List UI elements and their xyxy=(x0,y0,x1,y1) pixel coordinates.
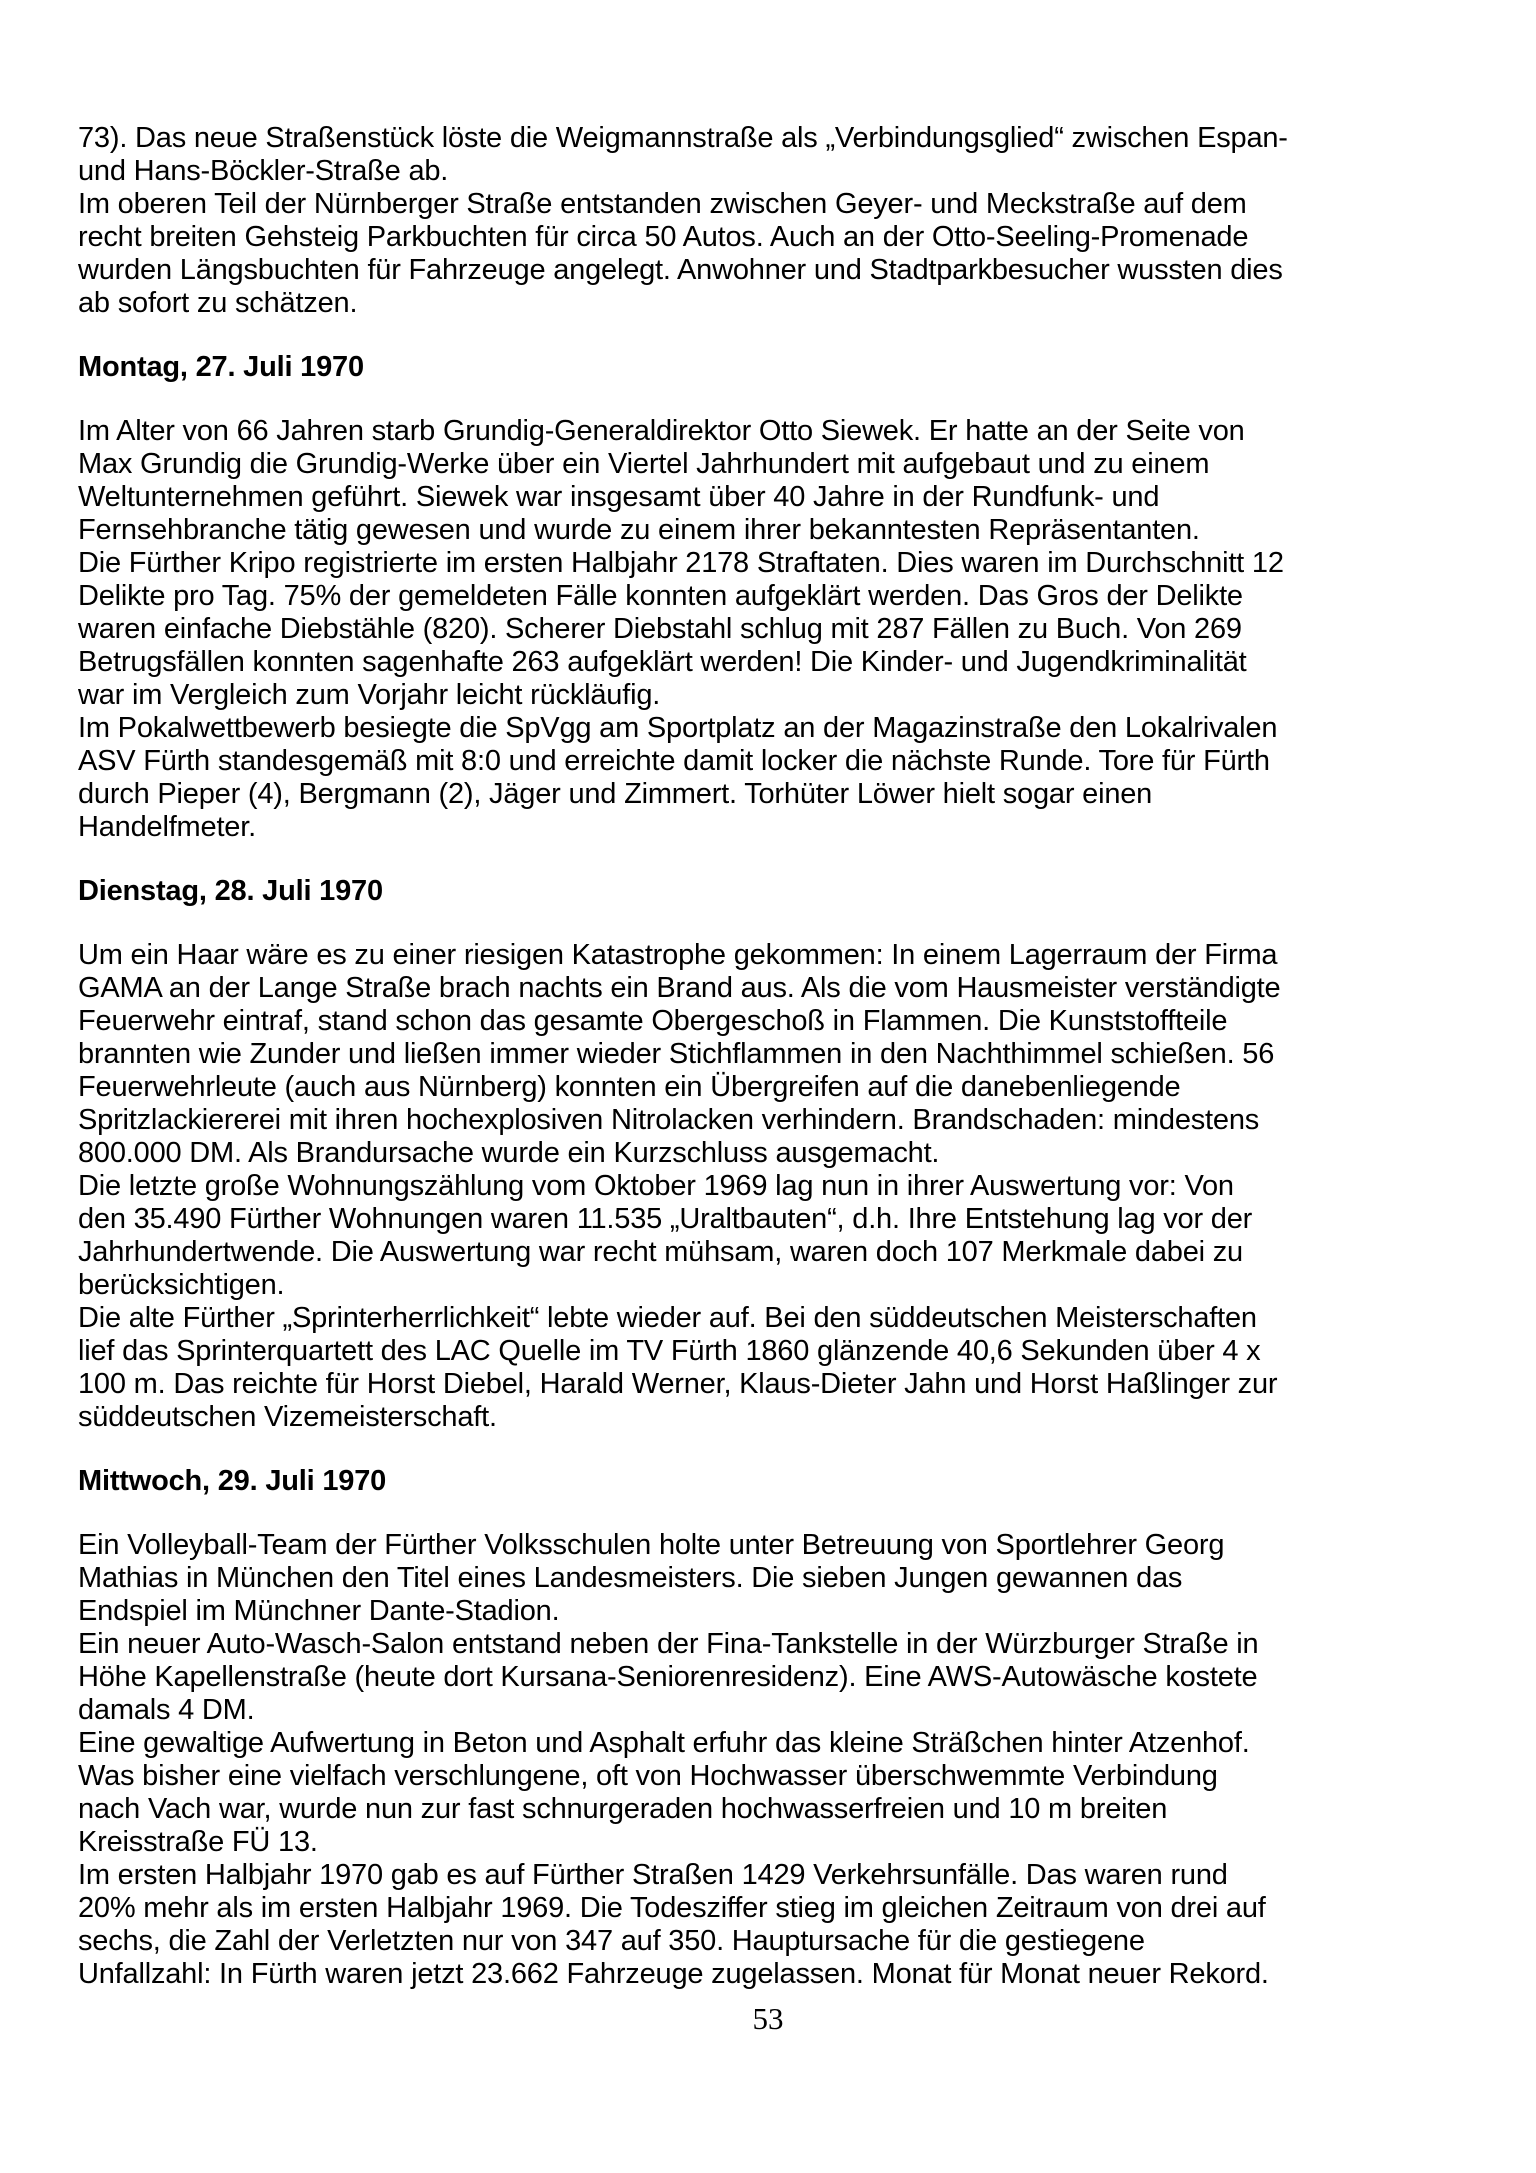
text-line: Handelfmeter. xyxy=(78,811,256,843)
text-line: Endspiel im Münchner Dante-Stadion. xyxy=(78,1595,560,1627)
text-line: Ein neuer Auto-Wasch-Salon entstand neben der Fina-Tankstelle in der Würzburger Straße in xyxy=(78,1628,1259,1660)
text-line: Die Fürther Kripo registrierte im ersten Halbjahr 2178 Straftaten. Dies waren im Durchschnitt 12 xyxy=(78,547,1284,579)
text-line: damals 4 DM. xyxy=(78,1694,255,1726)
text-line: recht breiten Gehsteig Parkbuchten für circa 50 Autos. Auch an der Otto-Seeling-Promenade xyxy=(78,221,1249,253)
text-line: Mathias in München den Titel eines Landesmeisters. Die sieben Jungen gewannen das xyxy=(78,1562,1183,1594)
text-line: Ein Volleyball-Team der Fürther Volksschulen holte unter Betreuung von Sportlehrer Georg xyxy=(78,1529,1225,1561)
text-line: Feuerwehrleute (auch aus Nürnberg) konnten ein Übergreifen auf die danebenliegende xyxy=(78,1071,1181,1103)
paragraph xyxy=(78,415,1478,844)
paragraph xyxy=(78,1529,1478,1991)
text-line: Betrugsfällen konnten sagenhafte 263 aufgeklärt werden! Die Kinder- und Jugendkriminalität xyxy=(78,646,1247,678)
text-line: Spritzlackiererei mit ihren hochexplosiven Nitrolacken verhindern. Brandschaden: mindestens xyxy=(78,1104,1260,1136)
text-line: nach Vach war, wurde nun zur fast schnurgeraden hochwasserfreien und 10 m breiten xyxy=(78,1793,1168,1825)
text-line: Die alte Fürther „Sprinterherrlichkeit“ lebte wieder auf. Bei den süddeutschen Meisterschaften xyxy=(78,1302,1257,1334)
text-line: 800.000 DM. Als Brandursache wurde ein Kurzschluss ausgemacht. xyxy=(78,1137,940,1169)
text-line: Die letzte große Wohnungszählung vom Oktober 1969 lag nun in ihrer Auswertung vor: Von xyxy=(78,1170,1234,1202)
text-line: Delikte pro Tag. 75% der gemeldeten Fälle konnten aufgeklärt werden. Das Gros der Delikte xyxy=(78,580,1243,612)
section-heading: Dienstag, 28. Juli 1970 xyxy=(78,875,383,907)
text-line: und Hans-Böckler-Straße ab. xyxy=(78,155,449,187)
text-line: Im ersten Halbjahr 1970 gab es auf Fürther Straßen 1429 Verkehrsunfälle. Das waren rund xyxy=(78,1859,1228,1891)
paragraph xyxy=(78,939,1478,1434)
text-line: brannten wie Zunder und ließen immer wieder Stichflammen in den Nachthimmel schießen. 56 xyxy=(78,1038,1275,1070)
page-number: 53 xyxy=(752,2001,784,2036)
text-line: waren einfache Diebstähle (820). Scherer Diebstahl schlug mit 287 Fällen zu Buch. Von 269 xyxy=(78,613,1242,645)
section-heading: Montag, 27. Juli 1970 xyxy=(78,351,364,383)
paragraph xyxy=(78,122,1478,320)
text-line: den 35.490 Fürther Wohnungen waren 11.535 „Uraltbauten“, d.h. Ihre Entstehung lag vor der xyxy=(78,1203,1253,1235)
text-line: ASV Fürth standesgemäß mit 8:0 und erreichte damit locker die nächste Runde. Tore für Fürth xyxy=(78,745,1270,777)
text-line: ab sofort zu schätzen. xyxy=(78,287,358,319)
text-line: Was bisher eine vielfach verschlungene, oft von Hochwasser überschwemmte Verbindung xyxy=(78,1760,1218,1792)
text-line: 73). Das neue Straßenstück löste die Weigmannstraße als „Verbindungsglied“ zwischen Espan- xyxy=(78,122,1288,154)
text-line: Eine gewaltige Aufwertung in Beton und Asphalt erfuhr das kleine Sträßchen hinter Atzenhof. xyxy=(78,1727,1250,1759)
text-line: Kreisstraße FÜ 13. xyxy=(78,1826,318,1858)
text-line: Jahrhundertwende. Die Auswertung war recht mühsam, waren doch 107 Merkmale dabei zu xyxy=(78,1236,1243,1268)
document-content xyxy=(78,122,1478,2022)
text-line: GAMA an der Lange Straße brach nachts ein Brand aus. Als die vom Hausmeister verständigte xyxy=(78,972,1281,1004)
text-line: süddeutschen Vizemeisterschaft. xyxy=(78,1401,497,1433)
text-line: lief das Sprinterquartett des LAC Quelle im TV Fürth 1860 glänzende 40,6 Sekunden über 4 x xyxy=(78,1335,1261,1367)
text-line: Im oberen Teil der Nürnberger Straße entstanden zwischen Geyer- und Meckstraße auf dem xyxy=(78,188,1247,220)
text-line: Im Alter von 66 Jahren starb Grundig-Generaldirektor Otto Siewek. Er hatte an der Seite von xyxy=(78,415,1245,447)
text-line: Im Pokalwettbewerb besiegte die SpVgg am Sportplatz an der Magazinstraße den Lokalrivalen xyxy=(78,712,1278,744)
text-line: war im Vergleich zum Vorjahr leicht rückläufig. xyxy=(78,679,661,711)
text-line: Fernsehbranche tätig gewesen und wurde zu einem ihrer bekanntesten Repräsentanten. xyxy=(78,514,1200,546)
text-line: Max Grundig die Grundig-Werke über ein Viertel Jahrhundert mit aufgebaut und zu einem xyxy=(78,448,1210,480)
text-line: 100 m. Das reichte für Horst Diebel, Harald Werner, Klaus-Dieter Jahn und Horst Haßlinger zur xyxy=(78,1368,1278,1400)
section-heading: Mittwoch, 29. Juli 1970 xyxy=(78,1465,387,1497)
text-line: Um ein Haar wäre es zu einer riesigen Katastrophe gekommen: In einem Lagerraum der Firma xyxy=(78,939,1278,971)
text-line: Höhe Kapellenstraße (heute dort Kursana-Seniorenresidenz). Eine AWS-Autowäsche kostete xyxy=(78,1661,1258,1693)
text-line: wurden Längsbuchten für Fahrzeuge angelegt. Anwohner und Stadtparkbesucher wussten dies xyxy=(78,254,1283,286)
text-line: sechs, die Zahl der Verletzten nur von 347 auf 350. Hauptursache für die gestiegene xyxy=(78,1925,1145,1957)
text-line: Unfallzahl: In Fürth waren jetzt 23.662 Fahrzeuge zugelassen. Monat für Monat neuer Rekord. xyxy=(78,1958,1269,1990)
text-line: berücksichtigen. xyxy=(78,1269,285,1301)
text-line: Weltunternehmen geführt. Siewek war insgesamt über 40 Jahre in der Rundfunk- und xyxy=(78,481,1160,513)
text-line: durch Pieper (4), Bergmann (2), Jäger und Zimmert. Torhüter Löwer hielt sogar einen xyxy=(78,778,1153,810)
text-line: 20% mehr als im ersten Halbjahr 1969. Die Todesziffer stieg im gleichen Zeitraum von drei auf xyxy=(78,1892,1266,1924)
text-line: Feuerwehr eintraf, stand schon das gesamte Obergeschoß in Flammen. Die Kunststoffteile xyxy=(78,1005,1228,1037)
